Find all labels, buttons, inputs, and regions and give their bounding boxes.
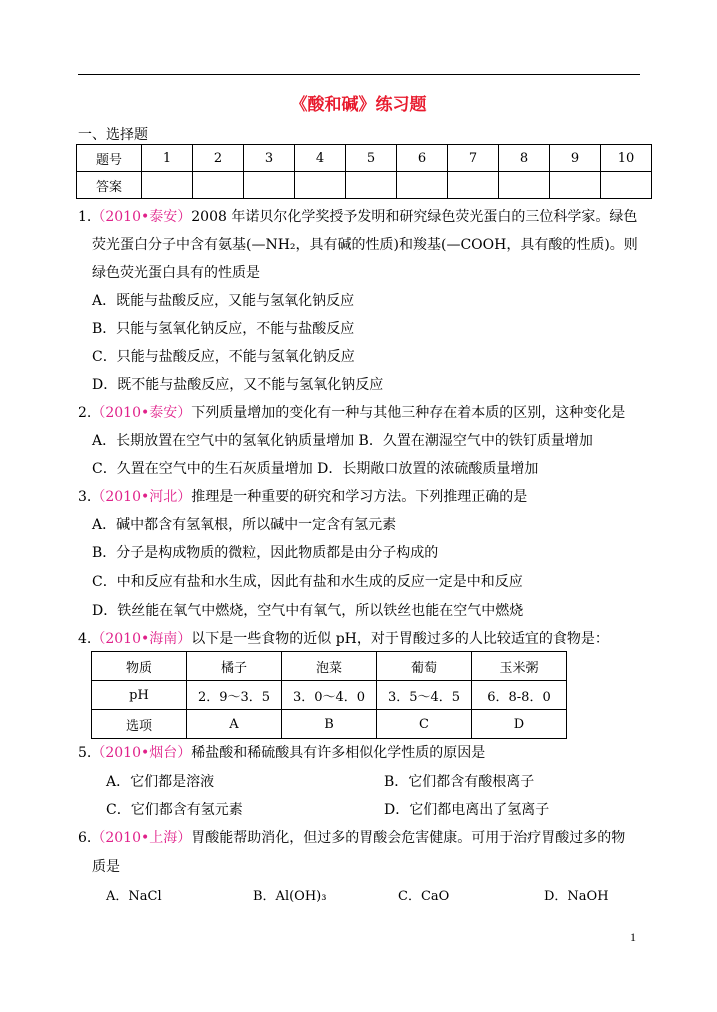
- answer-cell[interactable]: [601, 172, 652, 199]
- food-table-row: [92, 681, 567, 710]
- answer-header-cell: 9: [550, 145, 601, 172]
- question-1-first-line: [78, 206, 637, 226]
- option-c: C．中和反应有盐和水生成，因此有盐和水生成的反应一定是中和反应: [92, 574, 523, 590]
- answer-table-answer-row: [77, 172, 652, 199]
- doc-title: 《酸和碱》练习题: [290, 95, 427, 115]
- answer-header-cell: 10: [601, 145, 652, 172]
- table-cell: 葡萄: [377, 652, 472, 681]
- option-b: B．Al(OH)₃: [253, 889, 327, 904]
- option-a: A．NaCl: [106, 889, 162, 904]
- question-stem: 胃酸能帮助消化，但过多的胃酸会危害健康。可用于治疗胃酸过多的物: [191, 830, 626, 846]
- answer-cell[interactable]: [397, 172, 448, 199]
- question-number: 5.: [78, 745, 92, 761]
- option-a: A．碱中都含有氢氧根，所以碱中一定含有氢元素: [92, 517, 397, 533]
- question-source: （2010•海南）: [91, 631, 192, 647]
- question-6-line-2: 质是: [92, 859, 120, 875]
- table-cell: 橘子: [187, 652, 282, 681]
- option-d: D．它们都电离出了氢离子: [384, 802, 550, 818]
- answer-cell[interactable]: [193, 172, 244, 199]
- table-cell: 2．9～3．5: [187, 681, 282, 710]
- question-1-line-3: 绿色荧光蛋白具有的性质是: [92, 265, 260, 281]
- table-cell: B: [282, 710, 377, 739]
- question-2-first-line: [78, 402, 625, 422]
- answer-header-cell: 2: [193, 145, 244, 172]
- answer-header-cell: 5: [346, 145, 397, 172]
- table-cell: A: [187, 710, 282, 739]
- answer-table-header-row: [77, 145, 652, 172]
- question-number: 1.: [78, 209, 92, 225]
- question-source: （2010•河北）: [91, 489, 192, 505]
- table-cell: 玉米粥: [472, 652, 567, 681]
- answer-cell[interactable]: [550, 172, 601, 199]
- question-1-line-2: 荧光蛋白分子中含有氨基(—NH₂，具有碱的性质)和羧基(—COOH，具有酸的性质)。则: [92, 237, 638, 253]
- option-b: B．它们都含有酸根离子: [384, 774, 535, 790]
- answer-row-label: 答案: [77, 172, 142, 199]
- question-number: 4.: [78, 631, 92, 647]
- question-number: 3.: [78, 489, 92, 505]
- food-table-row: [92, 652, 567, 681]
- answer-cell[interactable]: [142, 172, 193, 199]
- question-stem: 稀盐酸和稀硫酸具有许多相似化学性质的原因是: [191, 745, 486, 761]
- option-d: D．NaOH: [544, 889, 609, 904]
- answer-cell[interactable]: [499, 172, 550, 199]
- food-table-row: [92, 710, 567, 739]
- option-a: A．既能与盐酸反应，又能与氢氧化钠反应: [92, 293, 355, 309]
- answer-header-cell: 8: [499, 145, 550, 172]
- answer-header-cell: 7: [448, 145, 499, 172]
- table-cell: 3．0～4．0: [282, 681, 377, 710]
- answer-table: [76, 144, 652, 199]
- table-cell: 选项: [92, 710, 187, 739]
- answer-header-cell: 6: [397, 145, 448, 172]
- table-cell: 6．8-8．0: [472, 681, 567, 710]
- answer-header-cell: 3: [244, 145, 295, 172]
- table-cell: C: [377, 710, 472, 739]
- answer-header-cell: 4: [295, 145, 346, 172]
- answer-header-cell: 题号: [77, 145, 142, 172]
- question-number: 6.: [78, 830, 92, 846]
- question-4-first-line: [78, 628, 609, 648]
- question-stem: 以下是一些食物的近似 pH，对于胃酸过多的人比较适宜的食物是：: [191, 631, 609, 647]
- question-source: （2010•泰安）: [91, 405, 192, 421]
- options-a-b: A．长期放置在空气中的氢氧化钠质量增加 B．久置在潮湿空气中的铁钉质量增加: [92, 433, 593, 449]
- question-stem: 下列质量增加的变化有一种与其他三种存在着本质的区别，这种变化是: [191, 405, 626, 421]
- table-cell: 物质: [92, 652, 187, 681]
- page-number: 1: [630, 930, 636, 944]
- answer-cell[interactable]: [346, 172, 397, 199]
- answer-header-cell: 1: [142, 145, 193, 172]
- table-cell: 泡菜: [282, 652, 377, 681]
- option-c: C．CaO: [398, 889, 450, 904]
- food-ph-table: [91, 651, 567, 739]
- answer-cell[interactable]: [448, 172, 499, 199]
- option-b: B．分子是构成物质的微粒，因此物质都是由分子构成的: [92, 545, 439, 561]
- question-6-first-line: [78, 827, 625, 847]
- option-b: B．只能与氢氧化钠反应，不能与盐酸反应: [92, 321, 355, 337]
- table-cell: pH: [92, 681, 187, 710]
- options-c-d: C．久置在空气中的生石灰质量增加 D．长期敞口放置的浓硫酸质量增加: [92, 461, 539, 477]
- table-cell: 3．5～4．5: [377, 681, 472, 710]
- option-d: D．既不能与盐酸反应，又不能与氢氧化钠反应: [92, 377, 384, 393]
- answer-cell[interactable]: [295, 172, 346, 199]
- option-c: C．只能与盐酸反应，不能与氢氧化钠反应: [92, 349, 355, 365]
- section-heading: 一、选择题: [78, 127, 148, 143]
- question-stem: 2008 年诺贝尔化学奖授予发明和研究绿色荧光蛋白的三位科学家。绿色: [191, 209, 638, 225]
- table-cell: D: [472, 710, 567, 739]
- question-source: （2010•泰安）: [91, 209, 192, 225]
- question-source: （2010•烟台）: [91, 745, 192, 761]
- question-source: （2010•上海）: [91, 830, 192, 846]
- option-d: D．铁丝能在氧气中燃烧，空气中有氧气，所以铁丝也能在空气中燃烧: [92, 603, 524, 619]
- question-number: 2.: [78, 405, 92, 421]
- option-a: A．它们都是溶液: [106, 774, 215, 790]
- question-3-first-line: [78, 486, 527, 506]
- header-rule: [78, 74, 640, 75]
- answer-cell[interactable]: [244, 172, 295, 199]
- question-5-first-line: [78, 742, 485, 762]
- question-stem: 推理是一种重要的研究和学习方法。下列推理正确的是: [191, 489, 528, 505]
- option-c: C．它们都含有氢元素: [106, 802, 243, 818]
